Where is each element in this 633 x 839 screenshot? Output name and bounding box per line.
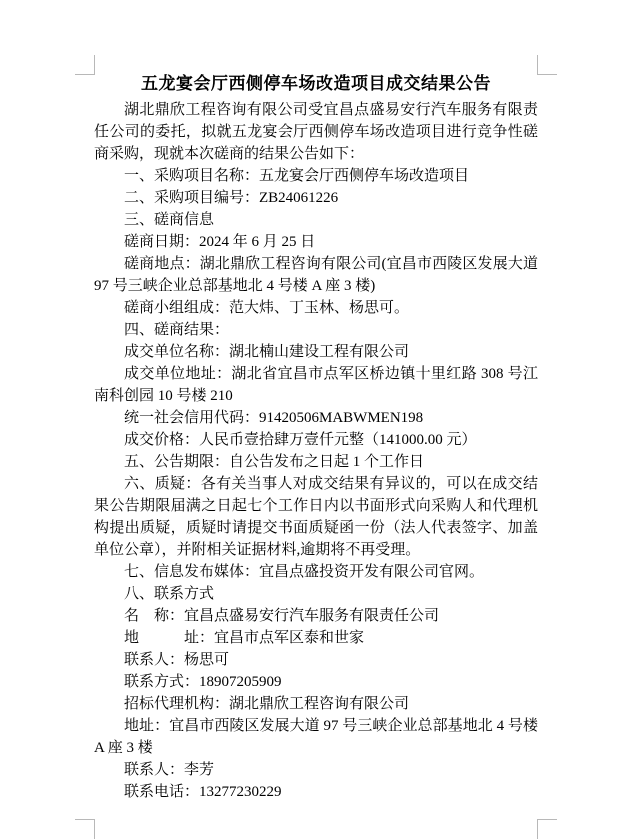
document-paragraph: 成交价格：人民币壹拾肆万壹仟元整（141000.00 元）	[124, 432, 477, 448]
document-paragraph: 三、磋商信息	[124, 212, 215, 228]
document-paragraph: 四、磋商结果：	[124, 322, 230, 338]
document-paragraph: 联系人：李芳	[124, 762, 215, 778]
document-paragraph: 七、信息发布媒体：宜昌点盛投资开发有限公司官网。	[124, 564, 485, 580]
crop-mark-top-left	[75, 55, 95, 75]
document-paragraph: 湖北鼎欣工程咨询有限公司受宜昌点盛易安行汽车服务有限责任公司的委托，拟就五龙宴会厅西侧停车场改造项目进行竞争性磋商采购，现就本次磋商的结果公告如下：	[94, 102, 538, 162]
document-title: 五龙宴会厅西侧停车场改造项目成交结果公告	[141, 74, 491, 93]
document-paragraph: 招标代理机构：湖北鼎欣工程咨询有限公司	[124, 696, 410, 712]
document-paragraph: 五、公告期限：自公告发布之日起 1 个工作日	[124, 454, 425, 470]
document-paragraph: 联系人：杨思可	[124, 652, 230, 668]
document-paragraph: 地 址：宜昌市点军区泰和世家	[124, 630, 365, 646]
document-paragraph: 成交单位名称：湖北楠山建设工程有限公司	[124, 344, 410, 360]
crop-mark-bottom-left	[75, 819, 95, 839]
document-paragraph: 磋商小组组成：范大炜、丁玉林、杨思可。	[124, 300, 410, 316]
document-content	[94, 71, 538, 803]
document-paragraph: 统一社会信用代码：91420506MABWMEN198	[124, 410, 424, 426]
document-paragraph: 联系方式：18907205909	[124, 674, 282, 690]
document-body	[94, 99, 538, 803]
crop-mark-top-right	[537, 55, 557, 75]
document-paragraph: 名 称：宜昌点盛易安行汽车服务有限责任公司	[124, 608, 440, 624]
document-paragraph: 八、联系方式	[124, 586, 215, 602]
document-paragraph: 六、质疑：各有关当事人对成交结果有异议的，可以在成交结果公告期限届满之日起七个工作日内以书面形式向采购人和代理机构提出质疑，质疑时请提交书面质疑函一份（法人代表签字、加盖单位公章），并附相关证据材料,逾期将不再受理。	[94, 476, 538, 558]
document-paragraph: 二、采购项目编号：ZB24061226	[124, 190, 339, 206]
document-paragraph: 地址：宜昌市西陵区发展大道 97 号三峡企业总部基地北 4 号楼 A 座 3 楼	[94, 718, 538, 756]
document-paragraph: 磋商地点：湖北鼎欣工程咨询有限公司(宜昌市西陵区发展大道 97 号三峡企业总部基地北 4 号楼 A 座 3 楼)	[94, 256, 538, 294]
document-paragraph: 磋商日期：2024 年 6 月 25 日	[124, 234, 316, 250]
document-paragraph: 成交单位地址：湖北省宜昌市点军区桥边镇十里红路 308 号江南科创园 10 号楼 210	[94, 366, 538, 404]
document-paragraph: 联系电话：13277230229	[124, 784, 282, 800]
crop-mark-bottom-right	[537, 819, 557, 839]
document-paragraph: 一、采购项目名称：五龙宴会厅西侧停车场改造项目	[124, 168, 470, 184]
